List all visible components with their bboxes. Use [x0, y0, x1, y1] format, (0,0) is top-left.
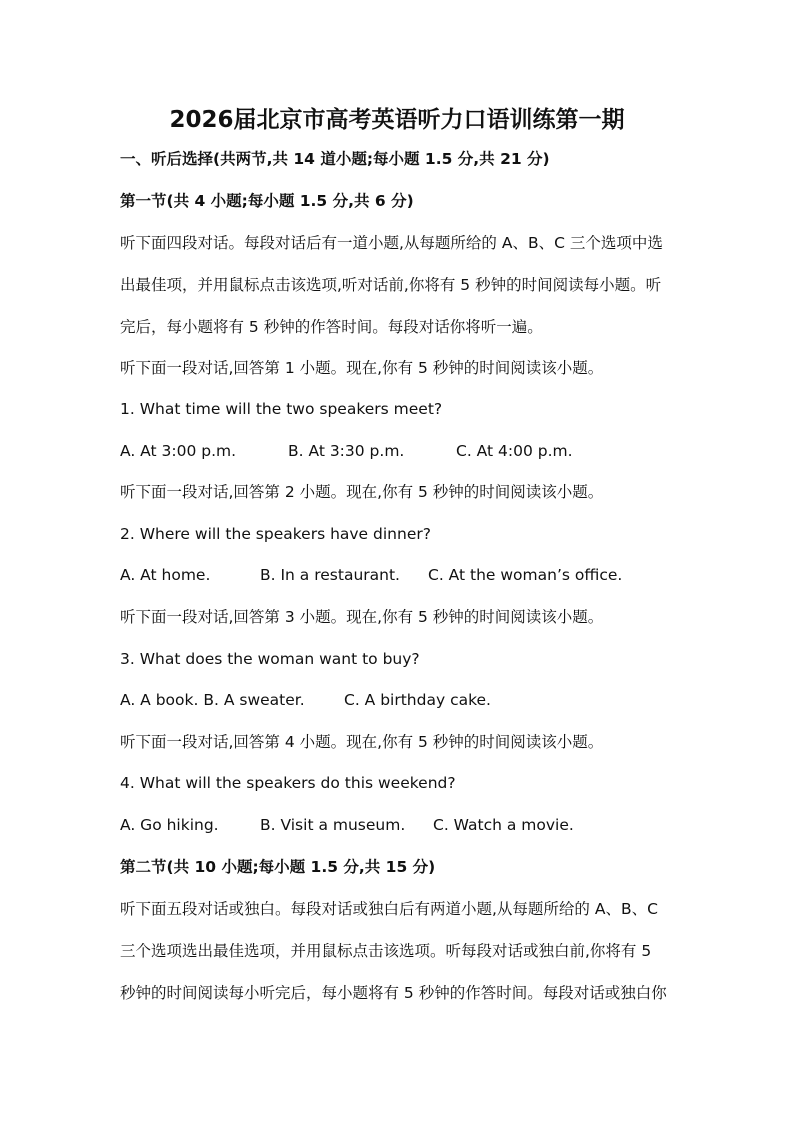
question-2-prompt: 听下面一段对话,回答第 2 小题。现在,你有 5 秒钟的时间阅读该小题。 — [120, 483, 604, 501]
question-1-stem: 1. What time will the two speakers meet? — [120, 400, 443, 418]
part-one-instruction-line-1: 听下面四段对话。每段对话后有一道小题,从每题所给的 A、B、C 三个选项中选 — [120, 234, 663, 252]
question-3-option-c[interactable]: C. A birthday cake. — [344, 691, 491, 709]
question-1-option-c[interactable]: C. At 4:00 p.m. — [456, 442, 573, 460]
question-1-option-a[interactable]: A. At 3:00 p.m. — [120, 442, 237, 460]
question-4-option-b[interactable]: B. Visit a museum. — [260, 816, 406, 834]
question-3-stem: 3. What does the woman want to buy? — [120, 650, 420, 668]
question-2-option-a[interactable]: A. At home. — [120, 566, 211, 584]
question-3-option-ab[interactable]: A. A book. B. A sweater. — [120, 691, 305, 709]
part-two-heading: 第二节(共 10 小题;每小题 1.5 分,共 15 分) — [120, 858, 436, 876]
part-two-instruction-line-2: 三个选项选出最佳选项，并用鼠标点击该选项。听每段对话或独白前,你将有 5 — [120, 942, 652, 960]
question-4-stem: 4. What will the speakers do this weekend? — [120, 774, 456, 792]
section-one-heading: 一、听后选择(共两节,共 14 道小题;每小题 1.5 分,共 21 分) — [120, 150, 550, 168]
part-one-instruction-line-3: 完后，每小题将有 5 秒钟的作答时间。每段对话你将听一遍。 — [120, 318, 543, 336]
question-1-prompt: 听下面一段对话,回答第 1 小题。现在,你有 5 秒钟的时间阅读该小题。 — [120, 359, 604, 377]
question-4-option-c[interactable]: C. Watch a movie. — [433, 816, 574, 834]
page-title: 2026届北京市高考英语听力口语训练第一期 — [169, 107, 625, 133]
part-one-heading: 第一节(共 4 小题;每小题 1.5 分,共 6 分) — [120, 192, 414, 210]
question-4-option-a[interactable]: A. Go hiking. — [120, 816, 219, 834]
part-two-instruction-line-1: 听下面五段对话或独白。每段对话或独白后有两道小题,从每题所给的 A、B、C — [120, 900, 658, 918]
question-1-option-b[interactable]: B. At 3:30 p.m. — [288, 442, 405, 460]
question-3-prompt: 听下面一段对话,回答第 3 小题。现在,你有 5 秒钟的时间阅读该小题。 — [120, 608, 604, 626]
part-one-instruction-line-2: 出最佳项，并用鼠标点击该选项,听对话前,你将有 5 秒钟的时间阅读每小题。听 — [120, 276, 662, 294]
question-2-option-c[interactable]: C. At the woman’s office. — [428, 566, 623, 584]
question-2-option-b[interactable]: B. In a restaurant. — [260, 566, 400, 584]
question-4-prompt: 听下面一段对话,回答第 4 小题。现在,你有 5 秒钟的时间阅读该小题。 — [120, 733, 604, 751]
question-2-stem: 2. Where will the speakers have dinner? — [120, 525, 431, 543]
part-two-instruction-line-3: 秒钟的时间阅读每小听完后，每小题将有 5 秒钟的作答时间。每段对话或独白你 — [120, 984, 667, 1002]
